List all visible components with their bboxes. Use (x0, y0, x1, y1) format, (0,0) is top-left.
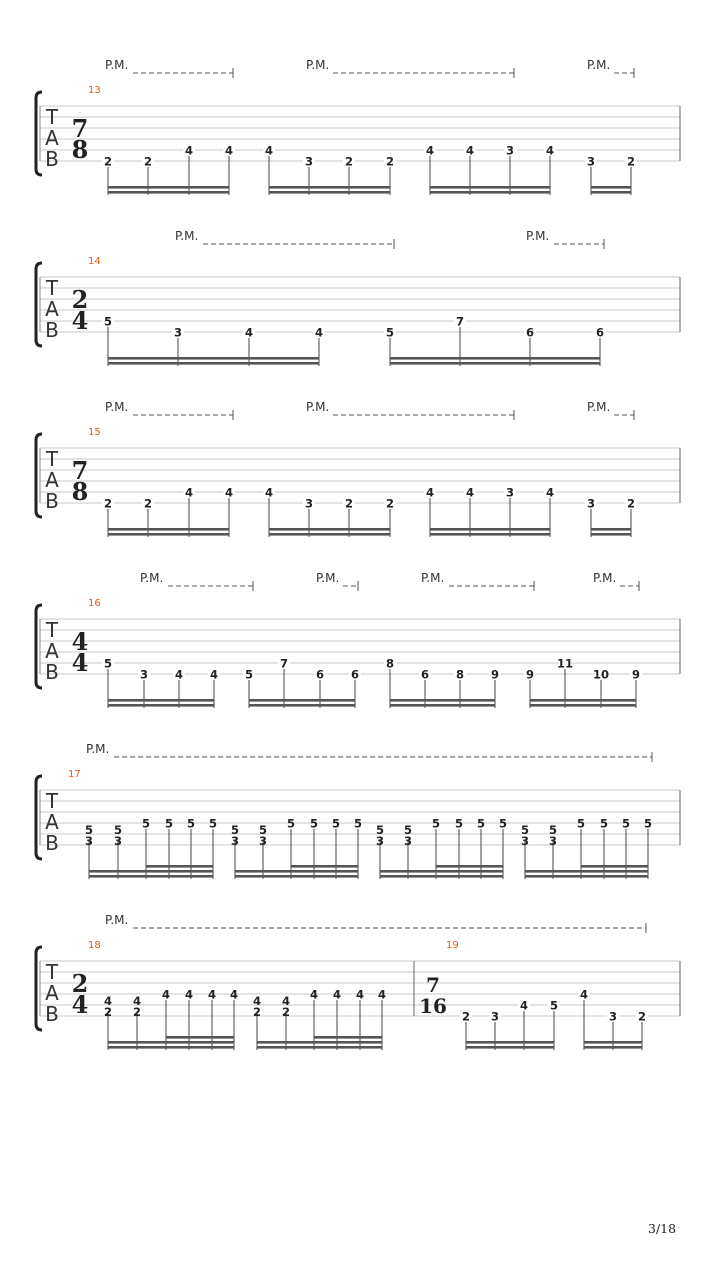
system-bracket (36, 263, 42, 346)
beam (581, 865, 648, 868)
fret-number: 4 (224, 143, 234, 158)
fret-number: 4 (425, 485, 435, 500)
beam (390, 704, 495, 707)
palm-mute-label: P.M. (306, 58, 330, 72)
time-signature-top: 2 (71, 969, 89, 998)
measure-number: 14 (88, 256, 101, 267)
fret-number: 8 (385, 656, 395, 671)
beam (591, 191, 631, 194)
fret-number: 3 (139, 667, 149, 682)
tab-clef-letter: T (45, 618, 59, 642)
fret-number: 5 (353, 816, 363, 831)
fret-number: 3 (505, 485, 515, 500)
fret-number: 7 (455, 314, 465, 329)
fret-number: 4 (224, 485, 234, 500)
time-signature-top: 2 (71, 285, 89, 314)
fret-number: 4 (132, 994, 142, 1008)
fret-number: 2 (143, 496, 153, 511)
beam (530, 699, 636, 702)
beam (525, 875, 648, 878)
fret-number: 2 (344, 154, 354, 169)
fret-number: 2 (637, 1009, 647, 1024)
fret-number: 3 (586, 496, 596, 511)
tab-clef-letter: B (45, 831, 59, 855)
beam (269, 191, 390, 194)
fret-number: 4 (103, 994, 113, 1008)
fret-number: 2 (132, 1005, 142, 1019)
system-bracket (36, 434, 42, 517)
fret-number: 2 (344, 496, 354, 511)
time-signature-top: 7 (71, 114, 89, 143)
fret-number: 5 (576, 816, 586, 831)
beam (89, 875, 213, 878)
fret-number: 3 (173, 325, 183, 340)
fret-number: 4 (244, 325, 254, 340)
fret-number: 6 (350, 667, 360, 682)
beam (108, 357, 319, 360)
fret-number: 5 (141, 816, 151, 831)
beam (430, 186, 550, 189)
time-signature-bottom: 16 (419, 994, 447, 1018)
palm-mute-label: P.M. (306, 400, 330, 414)
fret-number: 5 (476, 816, 486, 831)
beam (591, 186, 631, 189)
fret-number: 3 (586, 154, 596, 169)
time-signature-top: 7 (71, 456, 89, 485)
fret-number: 2 (385, 154, 395, 169)
beam (430, 528, 550, 531)
tab-system (36, 400, 680, 537)
fret-number: 5 (548, 823, 558, 837)
tab-clef-letter: B (45, 660, 59, 684)
system-bracket (36, 92, 42, 175)
beam (108, 1041, 234, 1044)
beam (166, 1036, 234, 1039)
palm-mute-label: P.M. (587, 58, 611, 72)
beam (390, 357, 600, 360)
time-signature-bottom: 4 (71, 990, 89, 1019)
tab-system (36, 571, 680, 708)
fret-number: 5 (258, 823, 268, 837)
time-signature-bottom: 8 (71, 135, 89, 164)
tab-clef-letter: B (45, 147, 59, 171)
fret-number: 5 (498, 816, 508, 831)
fret-number: 4 (314, 325, 324, 340)
fret-number: 9 (525, 667, 535, 682)
fret-number: 4 (281, 994, 291, 1008)
time-signature-bottom: 4 (71, 306, 89, 335)
fret-number: 5 (113, 823, 123, 837)
beam (269, 533, 390, 536)
tab-clef-letter: A (45, 126, 59, 150)
beam (584, 1046, 642, 1049)
fret-number: 4 (207, 987, 217, 1002)
fret-number: 5 (385, 325, 395, 340)
fret-number: 5 (621, 816, 631, 831)
beam (466, 1041, 554, 1044)
palm-mute-label: P.M. (593, 571, 617, 585)
beam (269, 186, 390, 189)
palm-mute-label: P.M. (587, 400, 611, 414)
beam (380, 875, 503, 878)
fret-number: 3 (375, 834, 385, 848)
beam (525, 870, 648, 873)
fret-number: 5 (208, 816, 218, 831)
beam (584, 1041, 642, 1044)
palm-mute-label: P.M. (526, 229, 550, 243)
fret-number: 3 (490, 1009, 500, 1024)
fret-number: 3 (230, 834, 240, 848)
fret-number: 11 (556, 656, 574, 671)
beam (108, 1046, 234, 1049)
tab-clef-letter: B (45, 1002, 59, 1026)
beam (108, 191, 229, 194)
palm-mute-label: P.M. (105, 400, 129, 414)
palm-mute-label: P.M. (105, 58, 129, 72)
system-bracket (36, 776, 42, 859)
fret-number: 4 (264, 143, 274, 158)
tab-system (36, 229, 680, 366)
fret-number: 4 (377, 987, 387, 1002)
palm-mute-label: P.M. (175, 229, 199, 243)
beam (591, 533, 631, 536)
fret-number: 5 (454, 816, 464, 831)
beam (430, 191, 550, 194)
fret-number: 4 (184, 143, 194, 158)
beam (269, 528, 390, 531)
fret-number: 4 (229, 987, 239, 1002)
tab-clef-letter: A (45, 639, 59, 663)
beam (235, 875, 358, 878)
fret-number: 2 (143, 154, 153, 169)
fret-number: 6 (595, 325, 605, 340)
fret-number: 3 (403, 834, 413, 848)
fret-number: 5 (164, 816, 174, 831)
measure-number: 17 (68, 769, 81, 780)
beam (436, 865, 503, 868)
palm-mute-label: P.M. (86, 742, 110, 756)
fret-number: 6 (420, 667, 430, 682)
tab-clef-letter: A (45, 468, 59, 492)
fret-number: 5 (286, 816, 296, 831)
fret-number: 3 (84, 834, 94, 848)
beam (249, 699, 355, 702)
beam (146, 865, 213, 868)
tab-clef-letter: T (45, 276, 59, 300)
time-signature-top: 4 (71, 627, 89, 656)
fret-number: 2 (626, 154, 636, 169)
fret-number: 5 (103, 656, 113, 671)
fret-number: 5 (375, 823, 385, 837)
fret-number: 5 (643, 816, 653, 831)
tab-clef-letter: B (45, 318, 59, 342)
beam (591, 528, 631, 531)
measure-number: 19 (446, 940, 459, 951)
tab-system (36, 742, 680, 879)
fret-number: 4 (161, 987, 171, 1002)
tab-clef-letter: T (45, 105, 59, 129)
tab-clef-letter: T (45, 789, 59, 813)
fret-number: 4 (209, 667, 219, 682)
measure-number: 16 (88, 598, 101, 609)
page-number: 3/18 (648, 1221, 677, 1236)
fret-number: 6 (315, 667, 325, 682)
fret-number: 5 (309, 816, 319, 831)
fret-number: 5 (244, 667, 254, 682)
fret-number: 5 (431, 816, 441, 831)
beam (466, 1046, 554, 1049)
fret-number: 5 (186, 816, 196, 831)
fret-number: 2 (252, 1005, 262, 1019)
fret-number: 3 (258, 834, 268, 848)
fret-number: 4 (309, 987, 319, 1002)
fret-number: 4 (264, 485, 274, 500)
time-signature-top: 7 (426, 973, 440, 997)
measure-number: 13 (88, 85, 101, 96)
fret-number: 5 (549, 998, 559, 1013)
beam (390, 699, 495, 702)
tab-clef-letter: T (45, 447, 59, 471)
measure-number: 15 (88, 427, 101, 438)
beam (530, 704, 636, 707)
fret-number: 5 (230, 823, 240, 837)
beam (257, 1041, 382, 1044)
beam (108, 704, 214, 707)
fret-number: 4 (579, 987, 589, 1002)
fret-number: 4 (184, 485, 194, 500)
palm-mute-label: P.M. (421, 571, 445, 585)
fret-number: 5 (103, 314, 113, 329)
beam (249, 704, 355, 707)
fret-number: 4 (545, 485, 555, 500)
fret-number: 9 (631, 667, 641, 682)
tab-system (36, 913, 680, 1050)
beam (390, 362, 600, 365)
fret-number: 2 (626, 496, 636, 511)
fret-number: 3 (304, 496, 314, 511)
fret-number: 4 (519, 998, 529, 1013)
tab-clef-letter: A (45, 297, 59, 321)
fret-number: 3 (548, 834, 558, 848)
fret-number: 2 (103, 496, 113, 511)
beam (89, 870, 213, 873)
fret-number: 4 (465, 143, 475, 158)
beam (108, 533, 229, 536)
fret-number: 8 (455, 667, 465, 682)
tab-clef-letter: A (45, 810, 59, 834)
fret-number: 2 (281, 1005, 291, 1019)
fret-number: 4 (332, 987, 342, 1002)
fret-number: 5 (84, 823, 94, 837)
tab-clef-letter: A (45, 981, 59, 1005)
beam (108, 362, 319, 365)
fret-number: 2 (103, 1005, 113, 1019)
tab-clef-letter: B (45, 489, 59, 513)
fret-number: 4 (355, 987, 365, 1002)
palm-mute-label: P.M. (316, 571, 340, 585)
time-signature-bottom: 8 (71, 477, 89, 506)
fret-number: 3 (304, 154, 314, 169)
fret-number: 5 (403, 823, 413, 837)
beam (108, 186, 229, 189)
fret-number: 5 (599, 816, 609, 831)
beam (430, 533, 550, 536)
system-bracket (36, 947, 42, 1030)
beam (380, 870, 503, 873)
fret-number: 3 (505, 143, 515, 158)
beam (291, 865, 358, 868)
fret-number: 4 (174, 667, 184, 682)
beam (257, 1046, 382, 1049)
fret-number: 4 (184, 987, 194, 1002)
fret-number: 3 (520, 834, 530, 848)
tab-system (36, 58, 680, 195)
beam (108, 699, 214, 702)
fret-number: 6 (525, 325, 535, 340)
beam (314, 1036, 382, 1039)
fret-number: 4 (425, 143, 435, 158)
fret-number: 2 (385, 496, 395, 511)
fret-number: 7 (279, 656, 289, 671)
palm-mute-label: P.M. (140, 571, 164, 585)
fret-number: 4 (465, 485, 475, 500)
fret-number: 10 (592, 667, 610, 682)
fret-number: 4 (545, 143, 555, 158)
fret-number: 3 (608, 1009, 618, 1024)
system-bracket (36, 605, 42, 688)
palm-mute-label: P.M. (105, 913, 129, 927)
time-signature-bottom: 4 (71, 648, 89, 677)
fret-number: 5 (520, 823, 530, 837)
tab-clef-letter: T (45, 960, 59, 984)
beam (235, 870, 358, 873)
fret-number: 9 (490, 667, 500, 682)
fret-number: 2 (103, 154, 113, 169)
fret-number: 2 (461, 1009, 471, 1024)
beam (108, 528, 229, 531)
fret-number: 4 (252, 994, 262, 1008)
measure-number: 18 (88, 940, 101, 951)
fret-number: 3 (113, 834, 123, 848)
fret-number: 5 (331, 816, 341, 831)
